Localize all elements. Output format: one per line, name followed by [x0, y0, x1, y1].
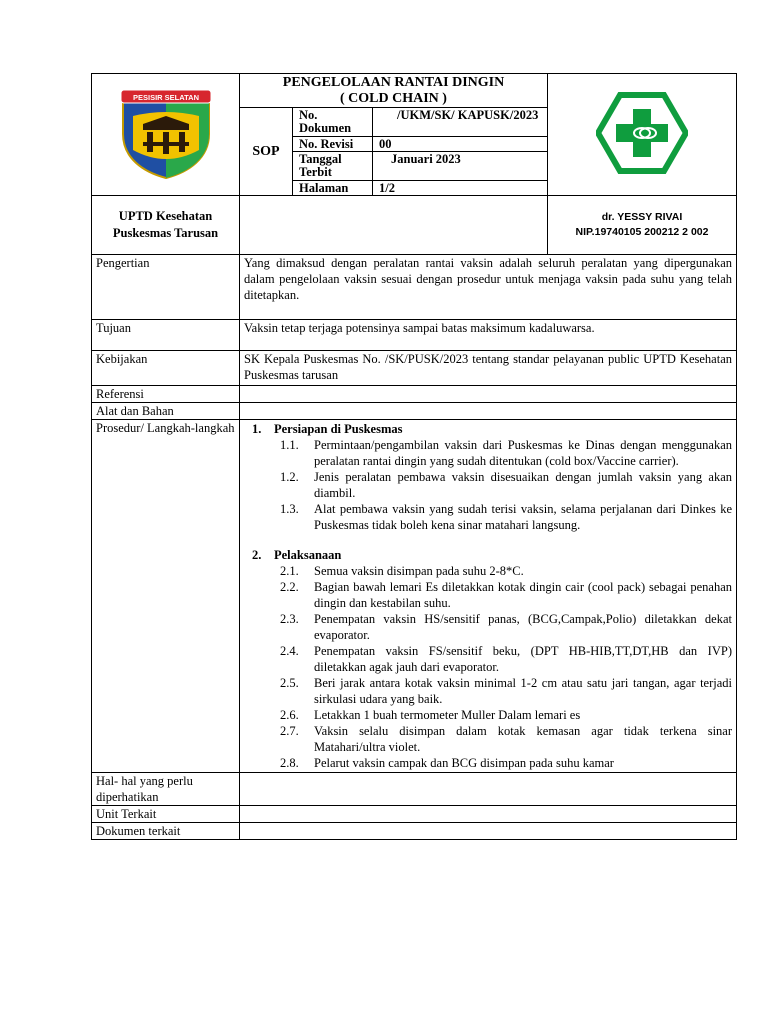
procedure-step [244, 469, 732, 501]
step-number: 1.1. [280, 438, 299, 452]
row-content: SK Kepala Puskesmas No. /SK/PUSK/2023 tentang standar pelayanan public UPTD Kesehatan Puskesmas tarusan [240, 351, 737, 386]
row-label: Dokumen terkait [92, 823, 240, 840]
meta-row: No. Dokumen /UKM/SK/ KAPUSK/2023 [293, 108, 547, 137]
row-label: Hal- hal yang perlu diperhatikan [92, 773, 240, 806]
organization-name: UPTD Kesehatan Puskesmas Tarusan [92, 196, 240, 255]
step-text: Penempatan vaksin FS/sensitif beku, (DPT HB-HIB,TT,DT,HB dan IVP) diletakkan agak jauh dari evaporator. [314, 644, 732, 674]
procedure-content [240, 420, 737, 773]
step-number: 2.3. [280, 612, 299, 626]
row-label: Tujuan [92, 320, 240, 351]
row-referensi [92, 386, 737, 403]
health-cross-logo [596, 91, 688, 175]
row-prosedur [92, 420, 737, 773]
row-label: Alat dan Bahan [92, 403, 240, 420]
row-label: Pengertian [92, 255, 240, 320]
row-content [240, 823, 737, 840]
row-hal [92, 773, 737, 806]
meta-row: Tanggal Terbit Januari 2023 [293, 152, 547, 181]
step-number: 1.2. [280, 470, 299, 484]
section-title: 2. Pelaksanaan [252, 548, 342, 562]
row-label: Kebijakan [92, 351, 240, 386]
step-number: 2.8. [280, 756, 299, 770]
row-content [240, 773, 737, 806]
section-title: 1. Persiapan di Puskesmas [252, 422, 403, 436]
signatory [548, 196, 737, 255]
step-text: Permintaan/pengambilan vaksin dari Puskesmas ke Dinas dengan menggunakan peralatan rantai dingin yang sudah ditentukan (cold box/Vaccine carrier). [314, 438, 732, 468]
procedure-step [244, 563, 732, 579]
step-number: 2.4. [280, 644, 299, 658]
step-text: Semua vaksin disimpan pada suhu 2-8*C. [314, 564, 524, 578]
row-content [240, 386, 737, 403]
header-row [92, 74, 737, 196]
row-tujuan [92, 320, 737, 351]
signatory-name: dr. YESSY RIVAI [601, 211, 683, 223]
step-number: 2.6. [280, 708, 299, 722]
step-text: Penempatan vaksin HS/sensitif panas, (BCG,Campak,Polio) diletakkan dekat evaporator. [314, 612, 732, 642]
step-number: 2.5. [280, 676, 299, 690]
row-label: Referensi [92, 386, 240, 403]
row-dokumen [92, 823, 737, 840]
row-content [240, 806, 737, 823]
row-alat [92, 403, 737, 420]
step-text: Pelarut vaksin campak dan BCG disimpan pada suhu kamar [314, 756, 614, 770]
row-kebijakan [92, 351, 737, 386]
procedure-step [244, 611, 732, 643]
step-number: 2.7. [280, 724, 299, 738]
procedure-step [244, 579, 732, 611]
pesisir-selatan-logo [117, 86, 215, 180]
row-pengertian [92, 255, 737, 320]
procedure-step [244, 643, 732, 675]
step-number: 2.2. [280, 580, 299, 594]
step-number: 2.1. [280, 564, 299, 578]
document-meta [293, 108, 547, 195]
document-title: PENGELOLAAN RANTAI DINGIN ( COLD CHAIN ) [240, 74, 547, 108]
row-content: Yang dimaksud dengan peralatan rantai vaksin adalah seluruh peralatan yang dipergunakan dalam pengelolaan vaksin sesuai dengan prosedur untuk menjaga vaksin pada suhu yang telah ditetapkan. [240, 255, 737, 320]
procedure-step [244, 755, 732, 771]
step-text: Bagian bawah lemari Es diletakkan kotak dingin cair (cool pack) sebagai penahan dingin dan kestabilan suhu. [314, 580, 732, 610]
blank-cell [240, 196, 548, 255]
procedure-step [244, 723, 732, 755]
step-text: Beri jarak antara kotak vaksin minimal 1-2 cm atau satu jari tangan, agar terjadi sirkulasi udara yang baik. [314, 676, 732, 706]
section-1-list [244, 437, 732, 533]
row-content [240, 403, 737, 420]
step-number: 1.3. [280, 502, 299, 516]
document-info-cell [240, 74, 548, 196]
logo-banner-text: PESISIR SELATAN [132, 92, 199, 102]
step-text: Alat pembawa vaksin yang sudah terisi vaksin, selama perjalanan dari Dinkes ke Puskesmas tidak boleh kena sinar matahari langsung. [314, 502, 732, 532]
sop-document [91, 73, 736, 840]
signatory-nip: NIP.19740105 200212 2 002 [575, 226, 709, 238]
sop-table [91, 73, 737, 840]
meta-row: No. Revisi 00 [293, 137, 547, 152]
section-2-list [244, 563, 732, 771]
procedure-step [244, 437, 732, 469]
step-text: Jenis peralatan pembawa vaksin disesuaikan dengan jumlah vaksin yang akan diambil. [314, 470, 732, 500]
row-content: Vaksin tetap terjaga potensinya sampai batas maksimum kadaluwarsa. [240, 320, 737, 351]
sop-label: SOP [240, 108, 293, 195]
row-label: Prosedur/ Langkah-langkah [92, 420, 240, 773]
procedure-step [244, 675, 732, 707]
step-text: Vaksin selalu disimpan dalam kotak kemasan agar tidak terkena sinar Matahari/ultra violet. [314, 724, 732, 754]
regency-logo-cell [92, 74, 240, 196]
step-text: Letakkan 1 buah termometer Muller Dalam lemari es [314, 708, 581, 722]
meta-row: Halaman 1/2 [293, 181, 547, 195]
procedure-step [244, 501, 732, 533]
row-unit [92, 806, 737, 823]
row-label: Unit Terkait [92, 806, 240, 823]
health-logo-cell [548, 74, 737, 196]
org-row [92, 196, 737, 255]
procedure-step [244, 707, 732, 723]
